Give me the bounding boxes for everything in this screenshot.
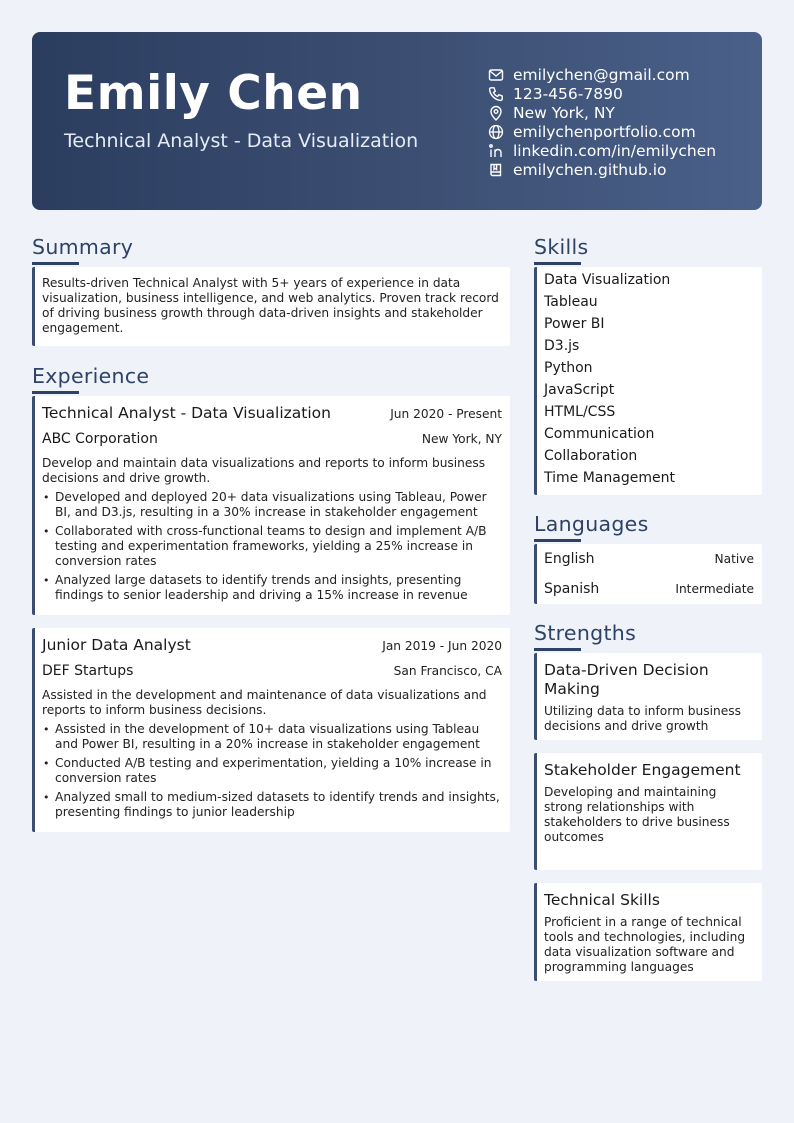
strength-title: Technical Skills bbox=[544, 891, 660, 909]
job-title: Technical Analyst - Data Visualization bbox=[42, 404, 331, 422]
github-icon bbox=[488, 162, 504, 178]
resume-header bbox=[32, 32, 762, 210]
languages-card bbox=[534, 544, 762, 604]
language-level: Native bbox=[714, 552, 754, 566]
skill-item: Communication bbox=[544, 426, 655, 442]
phone-icon bbox=[488, 86, 504, 102]
skill-item: Tableau bbox=[544, 294, 598, 310]
contact-website-text: emilychenportfolio.com bbox=[513, 122, 696, 141]
summary-text: Results-driven Technical Analyst with 5+ years of experience in data visualization, business intelligence, and web analytics. Proven track record of driving business growth through data-driven insights and stakeholder engagement. bbox=[42, 276, 499, 335]
strength-card-1 bbox=[534, 653, 762, 740]
strengths-heading: Strengths bbox=[534, 621, 637, 645]
skill-item: JavaScript bbox=[544, 382, 615, 398]
linkedin-icon bbox=[488, 143, 504, 159]
job-bullet: • Developed and deployed 20+ data visualizations using Tableau, Power BI, and D3.js, resulting in a 30% increase in stakeholder engagement bbox=[42, 490, 502, 520]
languages-heading: Languages bbox=[534, 512, 649, 536]
strength-card-2 bbox=[534, 753, 762, 870]
job-bullet: • Assisted in the development of 10+ data visualizations using Tableau and Power BI, resulting in a 20% increase in stakeholder engagement bbox=[42, 722, 502, 752]
job-company: ABC Corporation bbox=[42, 431, 158, 447]
strength-card-3 bbox=[534, 883, 762, 981]
job-bullets bbox=[42, 490, 502, 603]
job-location: New York, NY bbox=[421, 432, 502, 446]
strength-description: Utilizing data to inform business decisions and drive growth bbox=[544, 704, 741, 733]
contact-list bbox=[488, 65, 716, 179]
contact-github-text: emilychen.github.io bbox=[513, 160, 667, 179]
language-name: English bbox=[544, 551, 595, 567]
job-bullet: • Analyzed large datasets to identify trends and insights, presenting findings to senior leadership and driving a 15% increase in revenue bbox=[42, 573, 502, 603]
skill-item: Python bbox=[544, 360, 593, 376]
contact-location bbox=[488, 103, 716, 122]
contact-linkedin[interactable] bbox=[488, 141, 716, 160]
summary-card bbox=[32, 267, 510, 346]
skill-item: Power BI bbox=[544, 316, 605, 332]
language-row bbox=[537, 544, 762, 574]
job-date: Jan 2019 - Jun 2020 bbox=[382, 639, 502, 653]
language-name: Spanish bbox=[544, 581, 600, 597]
job-bullet: • Conducted A/B testing and experimentation, yielding a 10% increase in conversion rates bbox=[42, 756, 502, 786]
job-bullet: • Collaborated with cross-functional teams to design and implement A/B testing and experimentation frameworks, yielding a 25% increase in conversion rates bbox=[42, 524, 502, 569]
contact-email[interactable] bbox=[488, 65, 716, 84]
job-company: DEF Startups bbox=[42, 663, 134, 679]
location-icon bbox=[488, 105, 504, 121]
contact-linkedin-text: linkedin.com/in/emilychen bbox=[513, 141, 717, 160]
candidate-title: Technical Analyst - Data Visualization bbox=[64, 130, 419, 152]
contact-phone[interactable] bbox=[488, 84, 716, 103]
summary-heading: Summary bbox=[32, 235, 134, 259]
candidate-name: Emily Chen bbox=[64, 66, 363, 121]
experience-heading: Experience bbox=[32, 364, 150, 388]
job-title: Junior Data Analyst bbox=[42, 636, 191, 654]
job-card-2 bbox=[32, 628, 510, 832]
contact-website[interactable] bbox=[488, 122, 716, 141]
job-bullet: • Analyzed small to medium-sized datasets to identify trends and insights, presenting findings to junior leadership bbox=[42, 790, 502, 820]
strength-description: Developing and maintaining strong relationships with stakeholders to drive business outcomes bbox=[544, 785, 730, 844]
contact-location-text: New York, NY bbox=[513, 103, 615, 122]
job-description: Develop and maintain data visualizations and reports to inform business decisions and drive growth. bbox=[42, 456, 486, 485]
skills-card bbox=[534, 267, 762, 495]
job-card-1 bbox=[32, 396, 510, 615]
mail-icon bbox=[488, 67, 504, 83]
language-level: Intermediate bbox=[675, 582, 754, 596]
strength-description: Proficient in a range of technical tools and technologies, including data visualization software and programming languages bbox=[544, 915, 746, 974]
contact-email-text: emilychen@gmail.com bbox=[513, 65, 690, 84]
skill-item: HTML/CSS bbox=[544, 404, 616, 420]
skill-item: D3.js bbox=[544, 338, 580, 354]
strength-title: Stakeholder Engagement bbox=[544, 761, 741, 779]
job-bullets bbox=[42, 722, 502, 820]
skill-item: Time Management bbox=[544, 470, 675, 486]
job-location: San Francisco, CA bbox=[393, 664, 502, 678]
job-date: Jun 2020 - Present bbox=[390, 407, 502, 421]
skill-item: Collaboration bbox=[544, 448, 638, 464]
contact-phone-text: 123-456-7890 bbox=[513, 84, 623, 103]
strength-title: Data-Driven Decision Making bbox=[544, 661, 709, 698]
globe-icon bbox=[488, 124, 504, 140]
skill-item: Data Visualization bbox=[544, 272, 671, 288]
skills-heading: Skills bbox=[534, 235, 589, 259]
language-row bbox=[537, 574, 762, 604]
job-description: Assisted in the development and maintenance of data visualizations and reports to inform business decisions. bbox=[42, 688, 487, 717]
contact-github[interactable] bbox=[488, 160, 716, 179]
